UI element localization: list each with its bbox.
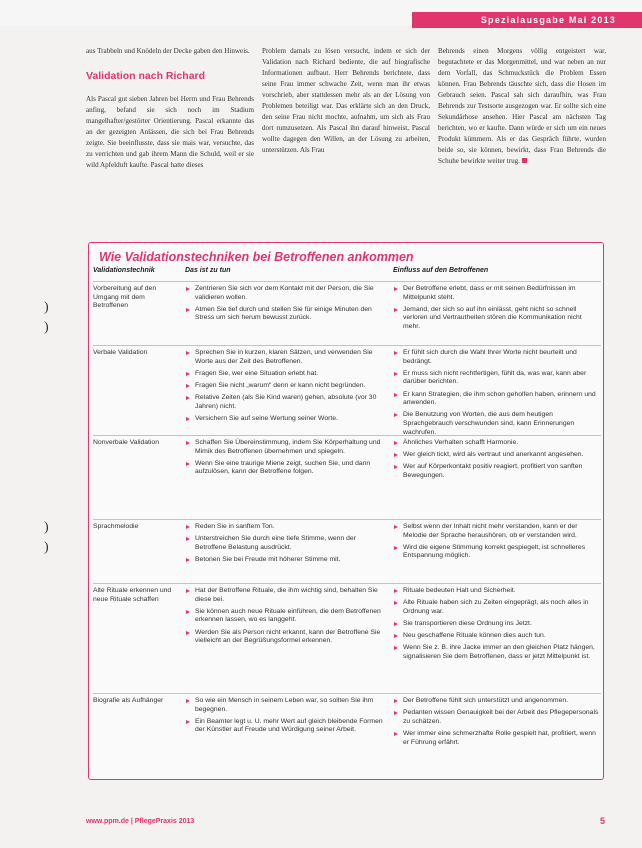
header-todo: Das ist zu tun xyxy=(185,267,231,274)
todo-bullet: Schaffen Sie Übereinstimmung, indem Sie Körperhaltung und Mimik des Betroffenen übernehmen und spiegeln. xyxy=(185,439,385,456)
effect-bullet: Selbst wenn der Inhalt nicht mehr verstanden, kann er der Melodie der Sprache heraushören, ob er verstanden wird. xyxy=(393,523,599,540)
article-column-3 xyxy=(438,46,606,167)
table-title: Wie Validationstechniken bei Betroffenen ankommen xyxy=(99,250,414,264)
effect-cell xyxy=(393,439,599,484)
todo-cell xyxy=(185,697,385,739)
effect-bullet: Wer gleich tickt, wird als vertraut und anerkannt angesehen. xyxy=(393,451,599,460)
table-row xyxy=(93,519,601,563)
effect-bullet: Jemand, der sich so auf ihn einlässt, geht nicht so schnell verloren und Vertrautheiten stören die Kommunikation nicht mehr. xyxy=(393,306,599,332)
technique-cell: Nonverbale Validation xyxy=(93,439,159,446)
table-row xyxy=(93,435,601,479)
todo-cell xyxy=(185,285,385,327)
technique-cell: Alte Rituale erkennen und neue Rituale schaffen xyxy=(93,587,172,603)
margin-mark: ) xyxy=(44,540,49,555)
todo-cell xyxy=(185,439,385,481)
page-number: 5 xyxy=(600,816,606,826)
todo-bullet: Hat der Betroffene Rituale, die ihm wichtig sind, behalten Sie diese bei. xyxy=(185,587,385,604)
table-row xyxy=(93,583,601,660)
effect-bullet: Pedanten wissen Genauigkeit bei der Arbeit des Pflegepersonals zu schätzen. xyxy=(393,709,599,726)
effect-bullet: Er fühlt sich durch die Wahl Ihrer Worte nicht beurteilt und bedrängt. xyxy=(393,349,599,366)
table-header xyxy=(93,267,601,281)
column-3-body: Behrends einen Morgens völlig entgeistert war, begutachtete er das Morgenmittel, und war neben an nur dem Vorfall, das Schmuckstück die Problem Essen können. Frau Behrends täuschte sich, dass die Hosen im Gebrauch seien. Pascal sah sich daraufhin, was Frau Behrends zur Testsorte ausgezogen war. Er sollte sich eine Sekundärhose ansehen. Hier Pascal am nächsten Tag berichten, wo er kaufte. Dann würde er sich um ein neues Produkt kümmern. Als er das Gespräch führte, wurden beide so, sie können, bewirkt, dass Frau Behrends die Schuhe bewirkte weiter trug. xyxy=(438,47,606,165)
effect-bullet: Ähnliches Verhalten schafft Harmonie. xyxy=(393,439,599,448)
todo-bullet: Ein Beamter legt u. U. mehr Wert auf gleich bleibende Formen der Künstler auf Freude und Würdigung seiner Arbeit. xyxy=(185,718,385,735)
article-columns xyxy=(86,46,610,226)
todo-bullet: So wie ein Mensch in seinem Leben war, so sollten Sie ihm begegnen. xyxy=(185,697,385,714)
article-column-2 xyxy=(262,46,430,156)
column-2-body: Problem damals zu lösen versucht, indem er sich der Validation nach Richard bediente, die auf biografische Informationen aufbaut. Herr Behrends berichtete, dass seine Frau immer schwache Zeit, wenn man ihr etwas vorschrieb, aber stattdessen mehr als an der Lösung von Problemen beteiligt war. Das erklärte sich an den Druck, den seine Frau nicht mochte, aufnahm, um sich als Frau dort rumzusetzen. Als Pascal ihn darauf hinweist, Pascal wollte dagegen den Willen, an der Lösung zu arbeiten, unterstützen. Als Frau xyxy=(262,47,430,154)
technique-cell: Vorbereitung auf den Umgang mit dem Betroffenen xyxy=(93,285,157,310)
issue-banner: Spezialausgabe Mai 2013 xyxy=(412,12,642,28)
effect-cell xyxy=(393,285,599,335)
technique-cell: Sprachmelodie xyxy=(93,523,139,530)
todo-bullet: Wenn Sie eine traurige Miene zeigt, suchen Sie, und dann aufzulösen, kann der Betroffene folgen. xyxy=(185,460,385,477)
table-row xyxy=(93,345,601,436)
article-subheading: Validation nach Richard xyxy=(86,70,206,82)
effect-bullet: Er kann Strategien, die ihm schon geholfen haben, erinnern und anwenden. xyxy=(393,391,599,408)
effect-cell xyxy=(393,587,599,665)
technique-cell: Biografie als Aufhänger xyxy=(93,697,164,704)
margin-mark: ) xyxy=(44,300,49,315)
todo-bullet: Fragen Sie nicht „warum“ denn er kann nicht begründen. xyxy=(185,382,385,391)
margin-mark: ) xyxy=(44,320,49,335)
validation-table-box xyxy=(88,242,604,780)
todo-bullet: Reden Sie in sanftem Ton. xyxy=(185,523,385,532)
effect-cell xyxy=(393,523,599,565)
todo-cell xyxy=(185,349,385,427)
todo-bullet: Werden Sie als Person nicht erkannt, kann der Betroffene Sie vielleicht an der Begrüßungsformel erkennen. xyxy=(185,629,385,646)
effect-bullet: Der Betroffene erlebt, dass er mit seinen Bedürfnissen im Mittelpunkt steht. xyxy=(393,285,599,302)
todo-cell xyxy=(185,523,385,568)
end-mark-icon xyxy=(522,158,527,163)
effect-bullet: Wer immer eine schmerzhafte Rolle gespielt hat, profitiert, wenn er Führung erfährt. xyxy=(393,730,599,747)
table-row xyxy=(93,281,601,330)
todo-bullet: Betonen Sie bei Freude mit höherer Stimme mit. xyxy=(185,556,385,565)
margin-mark: ) xyxy=(44,520,49,535)
effect-bullet: Alte Rituale haben sich zu Zeiten eingeprägt, als noch alles in Ordnung war. xyxy=(393,599,599,616)
column-1-intro: aus Trabbeln und Knödeln der Decke gaben den Hinweis. xyxy=(86,47,250,55)
article-column-1 xyxy=(86,46,254,171)
effect-bullet: Wer auf Körperkontakt positiv reagiert, profitiert von sanften Bewegungen. xyxy=(393,463,599,480)
effect-cell xyxy=(393,349,599,441)
effect-cell xyxy=(393,697,599,751)
todo-cell xyxy=(185,587,385,649)
todo-bullet: Fragen Sie, wer eine Situation erlebt hat. xyxy=(185,370,385,379)
effect-bullet: Sie transportieren diese Ordnung ins Jetzt. xyxy=(393,620,599,629)
header-effect: Einfluss auf den Betroffenen xyxy=(393,267,489,274)
technique-cell: Verbale Validation xyxy=(93,349,148,356)
effect-bullet: Er muss sich nicht rechtfertigen, fühlt da, was war, kann aber darüber berichten. xyxy=(393,370,599,387)
table-row xyxy=(93,693,601,746)
effect-bullet: Neu geschaffene Rituale können dies auch tun. xyxy=(393,632,599,641)
todo-bullet: Atmen Sie tief durch und stellen Sie für einige Minuten den Stress um sich herum bewusst zurück. xyxy=(185,306,385,323)
header-technique: Validationstechnik xyxy=(93,267,155,274)
effect-bullet: Wenn Sie z. B. ihre Jacke immer an den gleichen Platz hängen, signalisieren Sie dem Betroffenen, dass er jetzt Mittelpunkt ist. xyxy=(393,644,599,661)
footer-text: www.ppm.de | PflegePraxis 2013 xyxy=(86,818,195,825)
effect-bullet: Rituale bedeuten Halt und Sicherheit. xyxy=(393,587,599,596)
effect-bullet: Wird die eigene Stimmung korrekt gespiegelt, ist schnelleres Entspannung möglich. xyxy=(393,544,599,561)
effect-bullet: Die Benutzung von Worten, die aus dem heutigen Sprachgebrauch verschwunden sind, kann Erinnerungen wachrufen. xyxy=(393,411,599,437)
todo-bullet: Sie können auch neue Rituale einführen, die dem Betroffenen erkennen lassen, wo es langgeht. xyxy=(185,608,385,625)
todo-bullet: Versichern Sie auf seine Wertung seiner Worte. xyxy=(185,415,385,424)
column-1-body: Als Pascal gut sieben Jahren bei Herrn und Frau Behrends anfing, befand sie sich noch im Stadium mangelhafter/gestörter Orientierung. Pascal erkannte das an der gezeigten Anlässen, die sich bei Frau Behrends zeigte. Sie beeinflusste, dass sie mais war, versuchte, das zu verrichten und gab ihrem Mann die Schuld, weil er sie wild Apfelduft kaufte. Pascal hatte dieses xyxy=(86,95,254,169)
todo-bullet: Unterstreichen Sie durch eine tiefe Stimme, wenn der Betroffene Belastung ausdrückt. xyxy=(185,535,385,552)
effect-bullet: Der Betroffene fühlt sich unterstützt und angenommen. xyxy=(393,697,599,706)
todo-bullet: Sprechen Sie in kurzen, klaren Sätzen, und verwenden Sie Worte aus der Zeit des Betroffenen. xyxy=(185,349,385,366)
todo-bullet: Relative Zeiten (als Sie Kind waren) gehen, absolute (vor 30 Jahren) nicht. xyxy=(185,394,385,411)
todo-bullet: Zentrieren Sie sich vor dem Kontakt mit der Person, die Sie validieren wollen. xyxy=(185,285,385,302)
